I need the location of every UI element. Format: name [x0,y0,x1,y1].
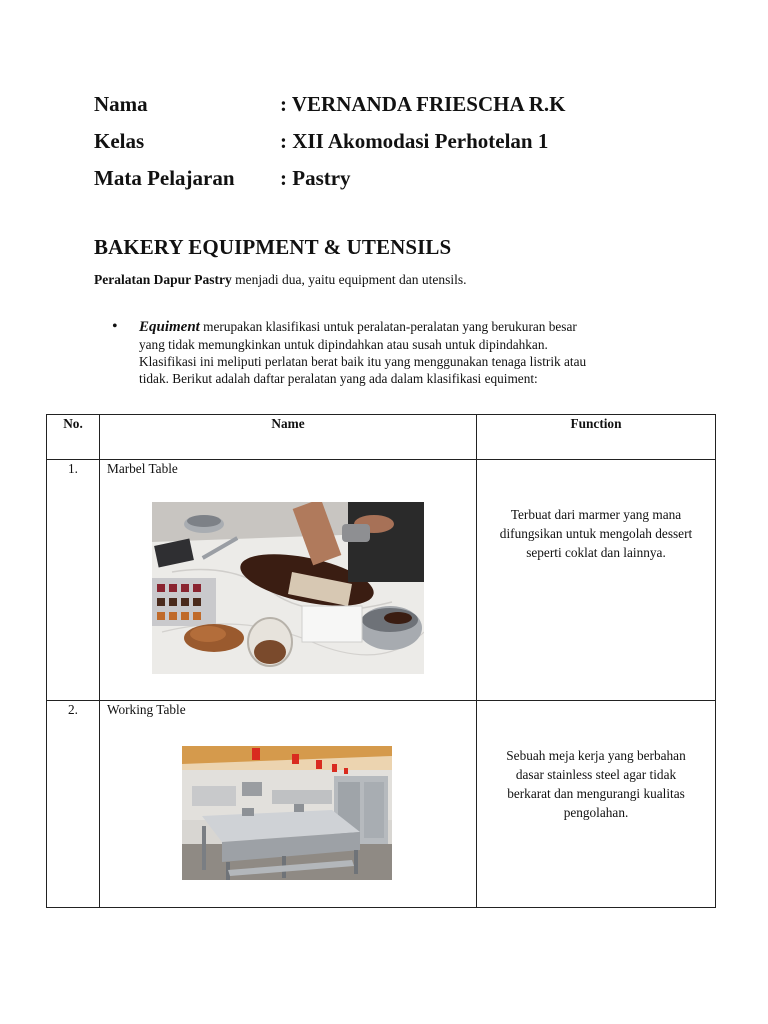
function-line: berkarat dan mengurangi kualitas [507,786,685,801]
row-function-cell [477,701,716,908]
bullet-line-3: Klasifikasi ini meliputi perlatan berat baik itu yang menggunakan tenaga listrik atau [139,354,587,369]
table-row [47,460,716,701]
section-title: BAKERY EQUIPMENT & UTENSILS [94,235,452,259]
header-no: No. [47,415,100,460]
bullet-dot: • [112,318,118,335]
marble-table-photo [152,502,424,674]
bullet-line-1 [139,318,679,336]
bullet-line-2: yang tidak memungkinkan untuk dipindahkan atau susah untuk dipindahkan. [139,337,548,352]
subject-label: Mata Pelajaran [94,166,235,190]
table-row [47,701,716,908]
function-line: dasar stainless steel agar tidak [515,767,677,782]
row-name: Working Table [107,702,186,717]
name-value: : VERNANDA FRIESCHA R.K [280,92,566,116]
row-number: 1. [47,460,100,701]
row-name: Marbel Table [107,461,178,476]
row-function-text [477,701,715,822]
bullet-line-4: tidak. Berikut adalah daftar peralatan yang ada dalam klasifikasi equiment: [139,371,538,386]
table-header-row [47,415,716,460]
name-label: Nama [94,92,148,116]
function-line: Terbuat dari marmer yang mana [510,507,682,522]
function-line: seperti coklat dan lainnya. [526,545,666,560]
bullet-line-1-text: merupakan klasifikasi untuk peralatan-peralatan yang berukuran besar [199,319,577,334]
student-info [94,86,565,197]
function-line: difungsikan untuk mengolah dessert [499,526,693,541]
info-row-name [94,86,565,123]
bullet-term: Equiment [139,319,200,335]
row-function-text [477,460,715,562]
class-value: : XII Akomodasi Perhotelan 1 [280,129,549,153]
intro-paragraph [94,272,466,288]
row-name-cell [100,701,477,908]
row-function-cell [477,460,716,701]
working-table-photo [182,746,392,880]
class-label: Kelas [94,129,145,153]
info-row-class [94,123,565,160]
subject-value: : Pastry [280,166,351,190]
function-line: pengolahan. [563,805,629,820]
equipment-table [46,414,716,908]
intro-rest: menjadi dua, yaitu equipment dan utensils. [231,272,467,287]
header-function: Function [477,415,716,460]
bullet-text [139,318,679,387]
header-name: Name [100,415,477,460]
row-name-cell [100,460,477,701]
row-number: 2. [47,701,100,908]
info-row-subject [94,160,565,197]
intro-bold: Peralatan Dapur Pastry [94,272,232,287]
function-line: Sebuah meja kerja yang berbahan [506,748,686,763]
